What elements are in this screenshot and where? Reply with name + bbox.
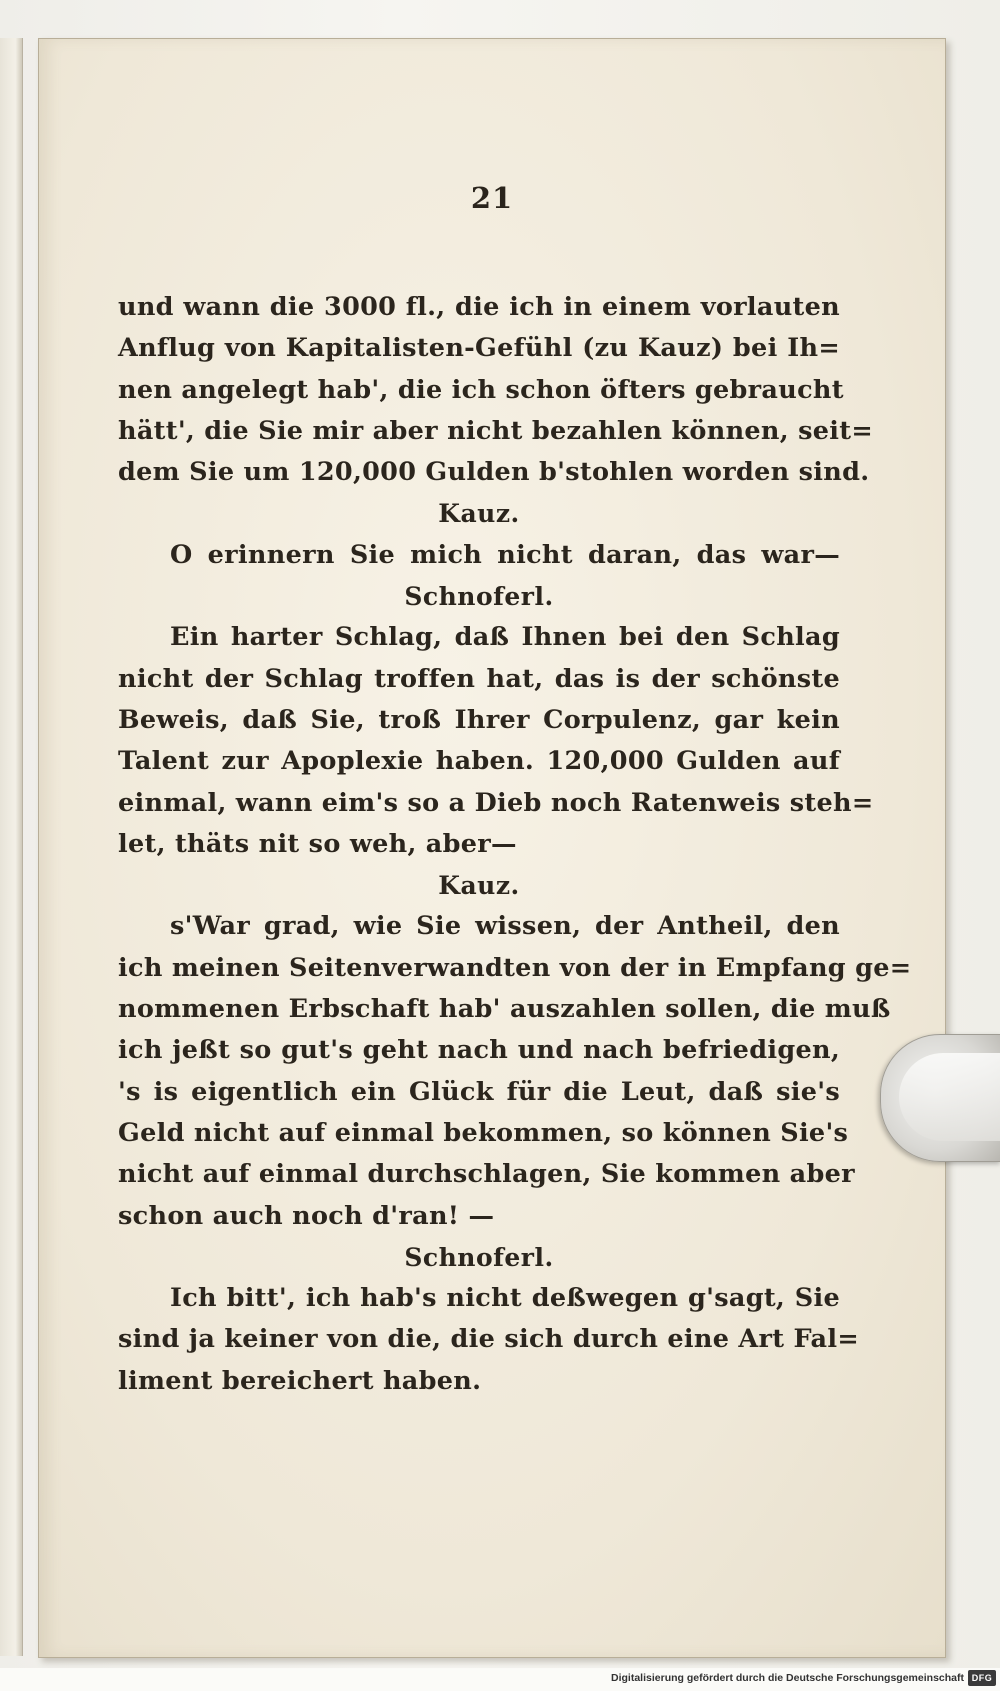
page-number: 21 (470, 181, 514, 215)
text-line: liment bereichert haben. (118, 1365, 482, 1396)
text-line: Beweis, daß Sie, troß Ihrer Corpulenz, gar kein (118, 704, 840, 735)
text-line: Ein harter Schlag, daß Ihnen bei den Schlag (170, 622, 840, 653)
text-line: Talent zur Apoplexie haben. 120,000 Gulden auf (118, 746, 840, 777)
text-line: und wann die 3000 fl., die ich in einem vorlauten (118, 292, 840, 322)
text-line: dem Sie um 120,000 Gulden b'stohlen worden sind. (118, 457, 870, 488)
book-page (38, 38, 946, 1658)
text-line: s'War grad, wie Sie wissen, der Antheil, den (170, 911, 840, 942)
text-line: hätt', die Sie mir aber nicht bezahlen können, seit= (118, 415, 874, 446)
text-line: ich jeßt so gut's geht nach und nach befriedigen, (118, 1035, 840, 1066)
page-holder-clip (880, 1034, 1000, 1162)
text-line: Ich bitt', ich hab's nicht deßwegen g'sagt, Sie (170, 1283, 840, 1314)
text-line: sind ja keiner von die, die sich durch eine Art Fal= (118, 1324, 859, 1355)
text-line: nen angelegt hab', die ich schon öfters gebraucht (118, 374, 844, 405)
dfg-logo: DFG (968, 1670, 996, 1686)
speaker-name: Schnoferl. (404, 582, 554, 612)
speaker-name: Kauz. (438, 499, 520, 529)
text-line: 's is eigentlich ein Glück für die Leut, daß sie's (118, 1076, 840, 1107)
text-line: nicht auf einmal durchschlagen, Sie kommen aber (118, 1159, 855, 1190)
clip-highlight (899, 1053, 1000, 1141)
speaker-name: Kauz. (438, 871, 520, 901)
text-line: let, thäts nit so weh, aber— (118, 828, 517, 859)
text-line: ich meinen Seitenverwandten von der in Empfang ge= (118, 952, 912, 983)
facing-page-edge (0, 38, 23, 1656)
text-line: Anflug von Kapitalisten-Gefühl (zu Kauz) bei Ih= (118, 333, 840, 364)
digitization-credit: Digitalisierung gefördert durch die Deutsche Forschungsgemeinschaft (611, 1672, 964, 1684)
speaker-name: Schnoferl. (404, 1242, 554, 1272)
text-line: O erinnern Sie mich nicht daran, das war— (170, 539, 840, 570)
text-line: einmal, wann eim's so a Dieb noch Ratenweis steh= (118, 787, 874, 818)
page-text (118, 287, 912, 1402)
text-line: nommenen Erbschaft hab' auszahlen sollen, die muß (118, 994, 891, 1025)
text-line: schon auch noch d'ran! — (118, 1200, 495, 1231)
text-line: nicht der Schlag troffen hat, das is der schönste (118, 663, 840, 694)
text-line: Geld nicht auf einmal bekommen, so können Sie's (118, 1117, 849, 1148)
